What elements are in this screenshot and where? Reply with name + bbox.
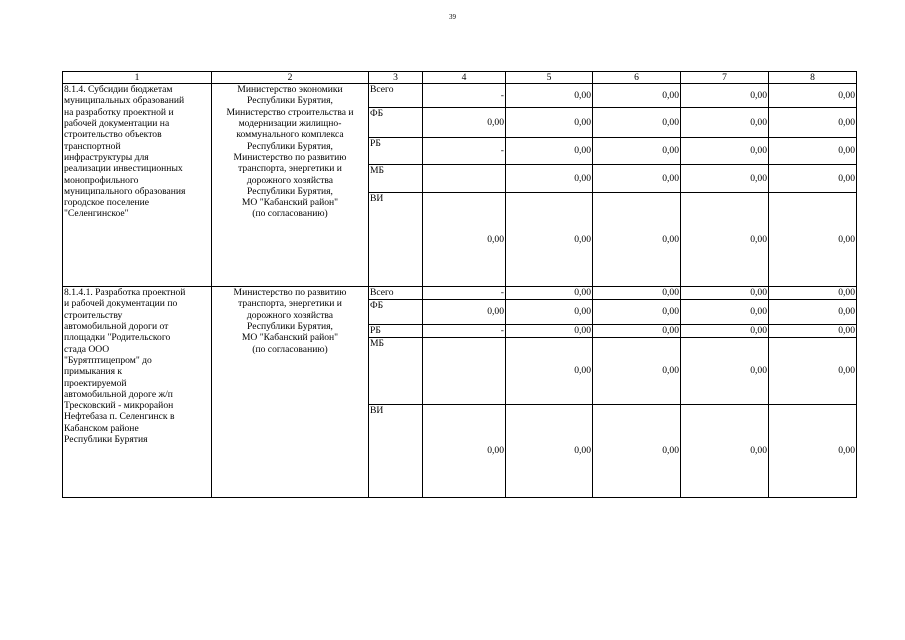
value-cell: 0,00 <box>769 338 857 405</box>
header-col-6: 6 <box>593 72 681 84</box>
value-cell: - <box>423 325 506 338</box>
value-cell: 0,00 <box>593 325 681 338</box>
value-cell: 0,00 <box>593 165 681 193</box>
value-cell: 0,00 <box>593 405 681 498</box>
value-cell: 0,00 <box>681 325 769 338</box>
value-cell: 0,00 <box>506 138 593 165</box>
header-col-4: 4 <box>423 72 506 84</box>
table-row <box>63 84 857 108</box>
value-cell: 0,00 <box>506 84 593 108</box>
value-cell: 0,00 <box>681 108 769 138</box>
value-cell: 0,00 <box>681 405 769 498</box>
header-col-3: 3 <box>369 72 423 84</box>
funding-source: ВИ <box>369 193 423 287</box>
value-cell: 0,00 <box>593 138 681 165</box>
funding-source: РБ <box>369 325 423 338</box>
funding-source: Всего <box>369 287 423 300</box>
header-col-5: 5 <box>506 72 593 84</box>
value-cell: 0,00 <box>681 84 769 108</box>
value-cell: 0,00 <box>506 300 593 325</box>
value-cell: 0,00 <box>769 138 857 165</box>
value-cell: 0,00 <box>423 405 506 498</box>
value-cell: 0,00 <box>593 193 681 287</box>
funding-source: ФБ <box>369 108 423 138</box>
value-cell: 0,00 <box>769 165 857 193</box>
value-cell: 0,00 <box>506 287 593 300</box>
funding-source: РБ <box>369 138 423 165</box>
value-cell: 0,00 <box>423 300 506 325</box>
value-cell: 0,00 <box>593 108 681 138</box>
value-cell: 0,00 <box>681 287 769 300</box>
page-number: 39 <box>449 13 456 21</box>
header-row <box>63 72 857 84</box>
value-cell: 0,00 <box>593 287 681 300</box>
value-cell: 0,00 <box>769 405 857 498</box>
value-cell: 0,00 <box>506 165 593 193</box>
value-cell: 0,00 <box>423 108 506 138</box>
measure-description: 8.1.4.1. Разработка проектной и рабочей документации по строительству автомобильной дороги от площадки "Родительского стада ООО "Бурятптицепром" до примыкания к проектируемой автомобильной дороге ж/п Тресковский - микрорайон Нефтебаза п. Селенгинск в Кабанском районе Республики Бурятия <box>63 287 212 498</box>
header-col-8: 8 <box>769 72 857 84</box>
value-cell: 0,00 <box>593 84 681 108</box>
value-cell: - <box>423 84 506 108</box>
executor-cell: Министерство экономики Республики Бурятия, Министерство строительства и модернизации жилищно- коммунального комплекса Республики Бурятия, Министерство по развитию транспорта, энергетики и дорожного хозяйства Республики Бурятия, МО "Кабанский район" (по согласованию) <box>212 84 369 287</box>
value-cell: 0,00 <box>506 193 593 287</box>
executor-cell: Министерство по развитию транспорта, энергетики и дорожного хозяйства Республики Бурятия, МО "Кабанский район" (по согласованию) <box>212 287 369 498</box>
funding-source: ВИ <box>369 405 423 498</box>
funding-source: Всего <box>369 84 423 108</box>
header-col-2: 2 <box>212 72 369 84</box>
value-cell: 0,00 <box>593 300 681 325</box>
value-cell <box>423 338 506 405</box>
value-cell: 0,00 <box>769 84 857 108</box>
funding-source: МБ <box>369 338 423 405</box>
value-cell: 0,00 <box>506 338 593 405</box>
value-cell: 0,00 <box>681 338 769 405</box>
funding-source: МБ <box>369 165 423 193</box>
value-cell: 0,00 <box>681 300 769 325</box>
value-cell: 0,00 <box>506 325 593 338</box>
value-cell: 0,00 <box>769 325 857 338</box>
value-cell <box>423 165 506 193</box>
value-cell: - <box>423 138 506 165</box>
value-cell: 0,00 <box>681 193 769 287</box>
value-cell: 0,00 <box>506 405 593 498</box>
funding-table <box>62 71 857 498</box>
funding-source: ФБ <box>369 300 423 325</box>
measure-description: 8.1.4. Субсидии бюджетам муниципальных образований на разработку проектной и рабочей документации на строительство объектов транспортной инфраструктуры для реализации инвестиционных монопрофильного муниципального образования городское поселение "Селенгинское" <box>63 84 212 287</box>
value-cell: 0,00 <box>593 338 681 405</box>
value-cell: 0,00 <box>769 193 857 287</box>
value-cell: 0,00 <box>769 300 857 325</box>
header-col-7: 7 <box>681 72 769 84</box>
value-cell: 0,00 <box>681 138 769 165</box>
value-cell: 0,00 <box>423 193 506 287</box>
value-cell: 0,00 <box>769 287 857 300</box>
value-cell: 0,00 <box>769 108 857 138</box>
header-col-1: 1 <box>63 72 212 84</box>
value-cell: 0,00 <box>506 108 593 138</box>
value-cell: - <box>423 287 506 300</box>
value-cell: 0,00 <box>681 165 769 193</box>
table-row <box>63 287 857 300</box>
